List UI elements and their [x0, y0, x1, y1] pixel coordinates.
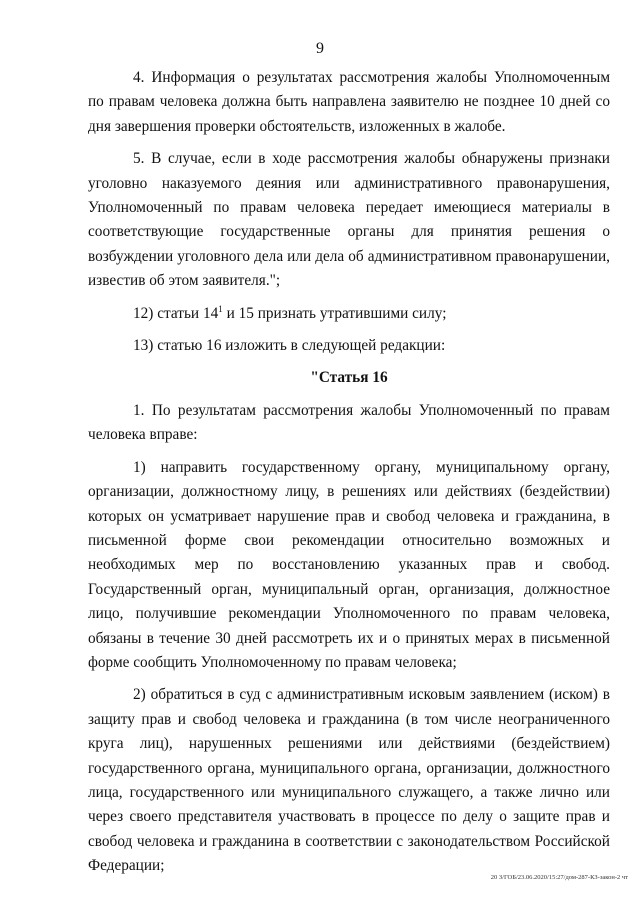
page-number: 9: [316, 40, 324, 57]
article-16-part-1: 1. По результатам рассмотрения жалобы Уполномоченный по правам человека вправе:: [88, 401, 610, 444]
paragraph-item-5: 5. В случае, если в ходе рассмотрения жалобы обнаружены признаки уголовно наказуемого деяния или административного правонарушения, Уполномоченный по правам человека передает имеющиеся материалы в соответствующие государственные органы для принятия решения о возбуждении уголовного дела или дела об административном правонарушении, известив об этом заявителя.";: [88, 150, 610, 290]
document-body: [88, 66, 610, 887]
paragraph-item-12: [88, 302, 610, 326]
article-16-subitem-1: 1) направить государственному органу, муниципальному органу, организации, должностному лицу, в решениях или действиях (бездействии) которых он усматривает нарушение прав и свобод человека и гражданина, в письменной форме свои рекомендации относительно возможных и необходимых мер по восстановлению указанных прав и свобод. Государственный орган, муниципальный орган, организация, должностное лицо, получившие рекомендации Уполномоченного по правам человека, обязаны в течение 30 дней рассмотреть их и о принятых мерах в письменной форме сообщить Уполномоченному по правам человека;: [88, 458, 610, 671]
superscript-index: 1: [218, 303, 223, 314]
footer-document-code: 20 З/ГОБ/23.06.2020/15:27/дом-287-КЗ-закон-2 чт: [490, 874, 628, 881]
paragraph-item-13: 13) статью 16 изложить в следующей редакции:: [133, 337, 446, 355]
article-16-subitem-2: 2) обратиться в суд с административным исковым заявлением (иском) в защиту прав и свобод человека и гражданина (в том числе неограниченного круга лиц), нарушенных решениями или действиями (бездействием) государственного органа, муниципального органа, организации, должностного лица, государственного или муниципального служащего, а также лично или через своего представителя участвовать в процессе по делу о защите прав и свобод человека и гражданина в соответствии с законодательством Российской Федерации;: [88, 686, 610, 875]
article-heading: "Статья 16: [310, 369, 388, 387]
paragraph-item-12-text-a: 12) статьи 14: [133, 304, 219, 322]
paragraph-item-4: 4. Информация о результатах рассмотрения жалобы Уполномоченным по правам человека должна быть направлена заявителю не позднее 10 дней со дня завершения проверки обстоятельств, изложенных в жалобе.: [88, 69, 610, 135]
paragraph-item-12-text-b: и 15 признать утратившими силу;: [222, 304, 447, 322]
